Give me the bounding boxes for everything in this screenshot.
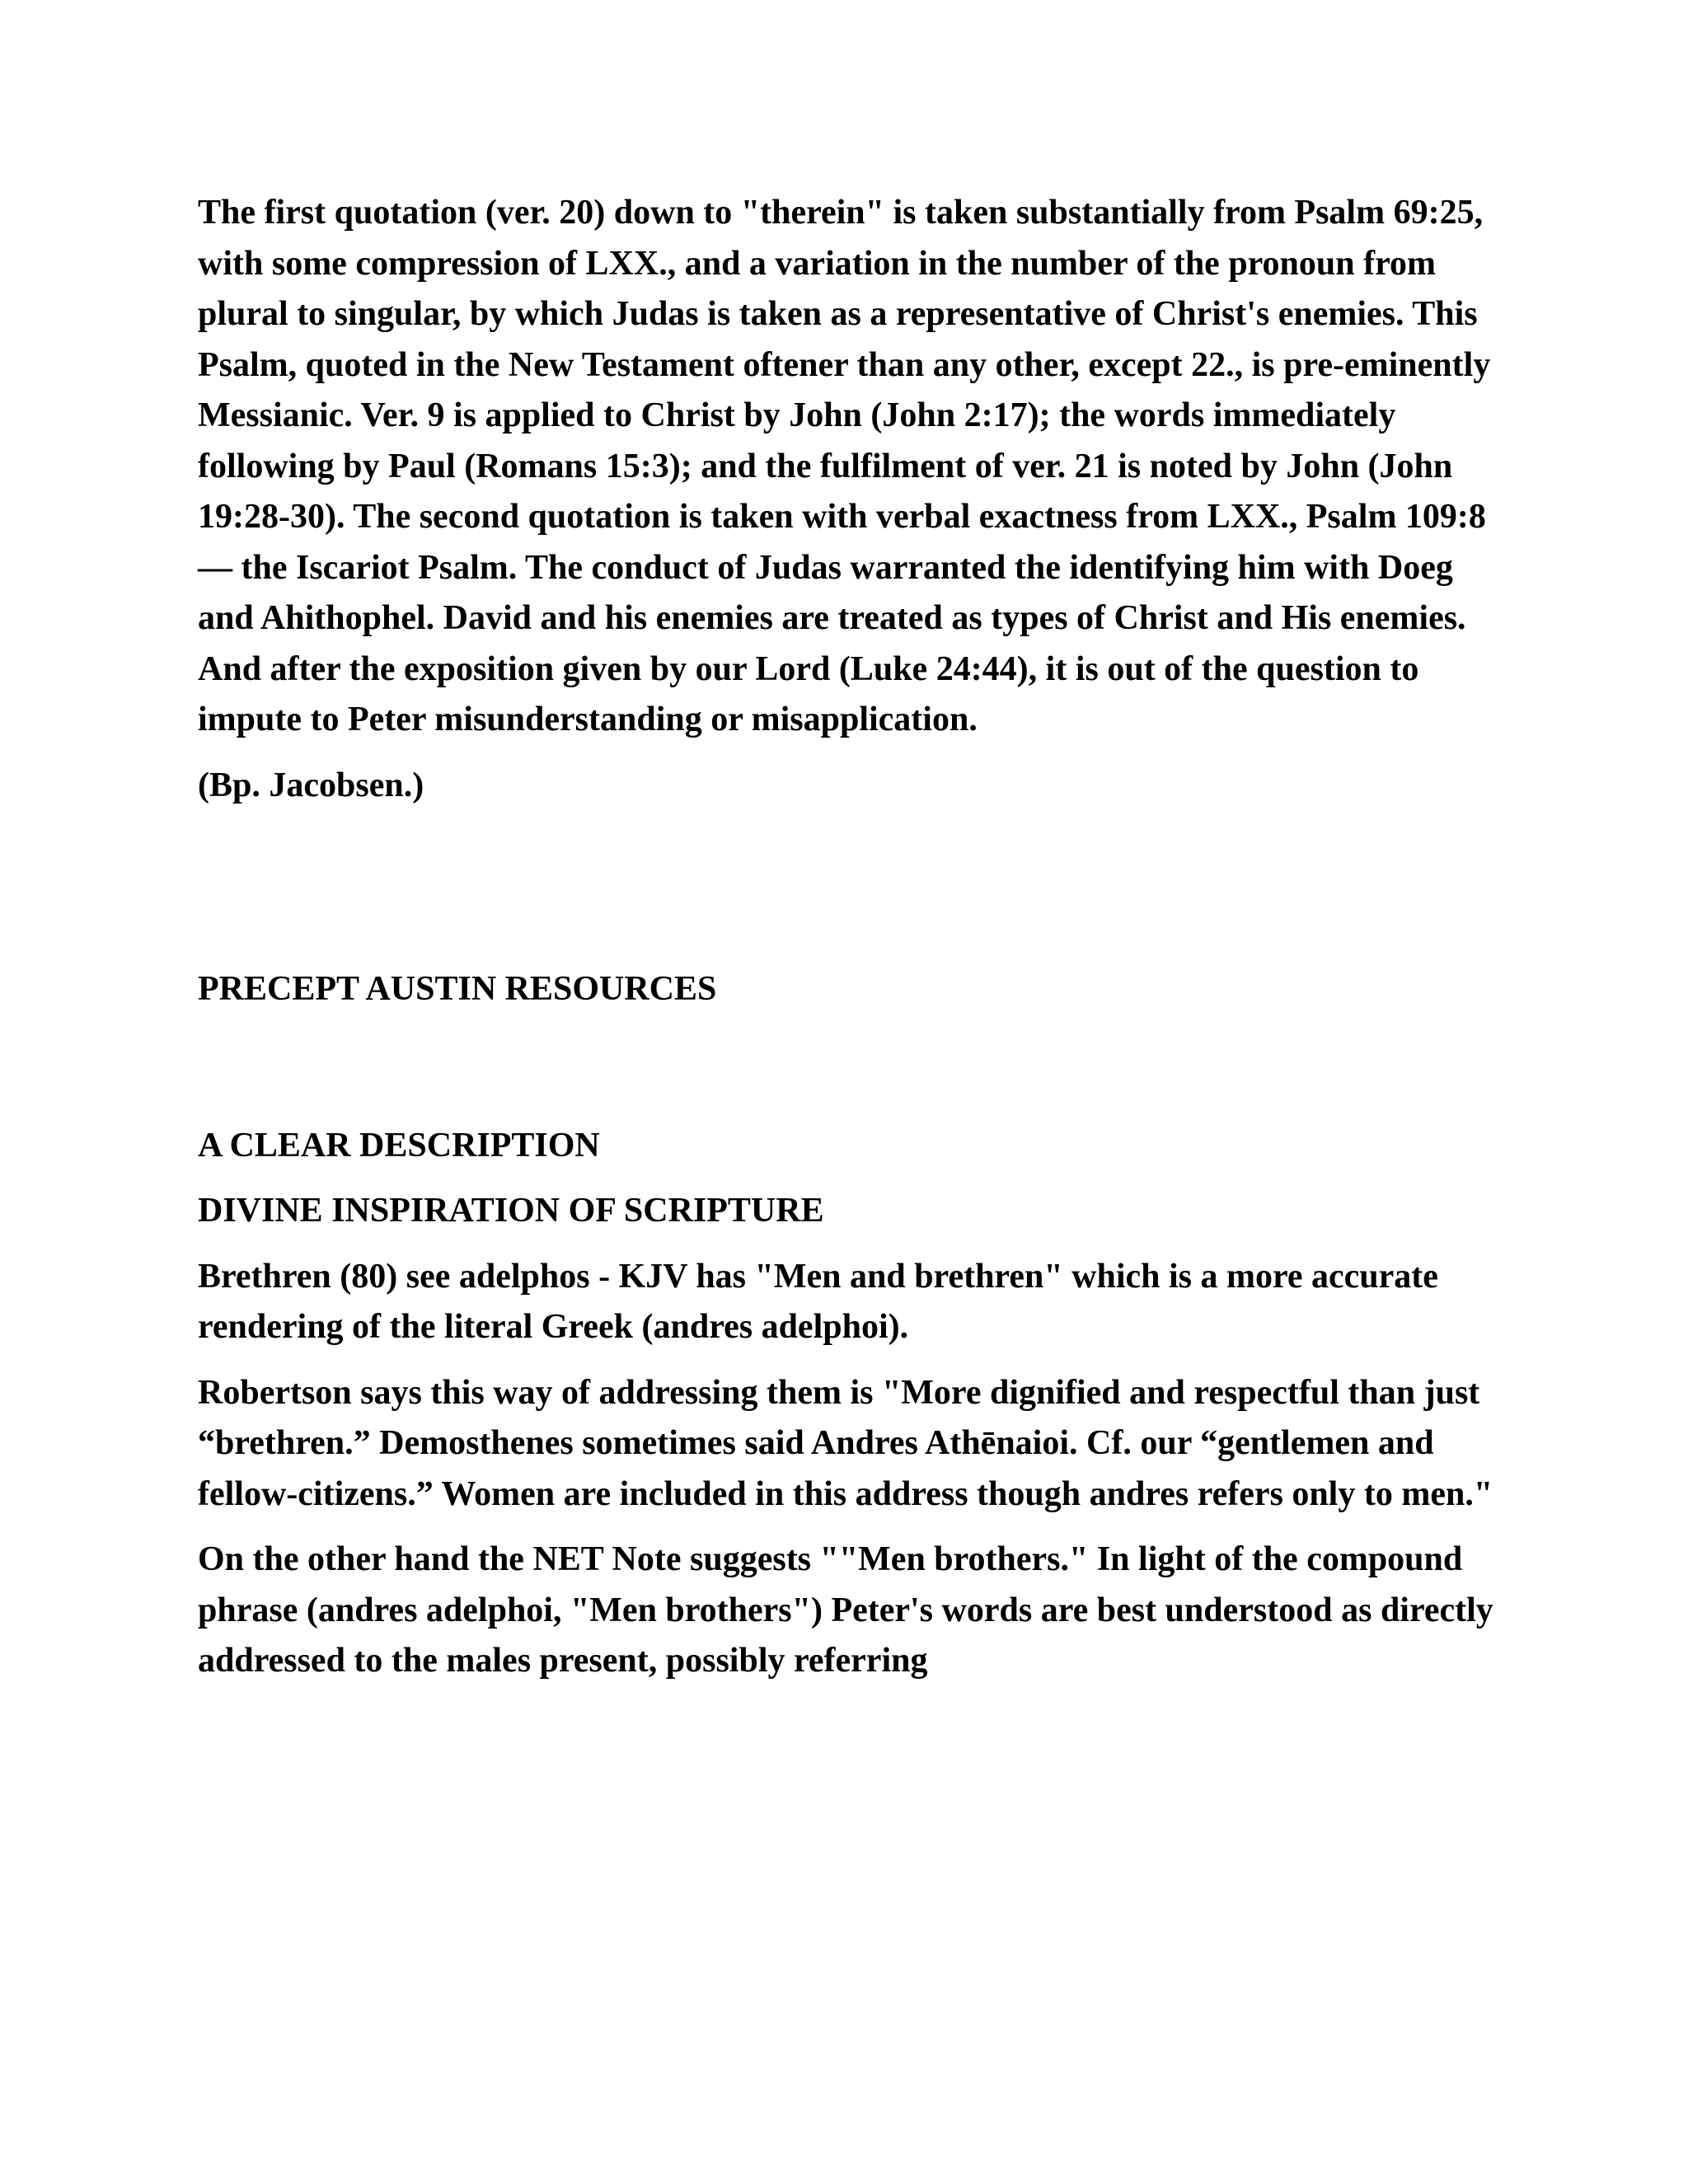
document-page bbox=[198, 188, 1508, 1687]
net-note-paragraph: On the other hand the NET Note suggests ""Men brothers." In light of the compound phrase (andres adelphoi, "Men brothers") Peter's words are best understood as directly addressed to the males present, possibly referring bbox=[198, 1540, 1493, 1680]
quotation-paragraph: The first quotation (ver. 20) down to "therein" is taken substantially from Psalm 69:25, with some compression of LXX., and a variation in the number of the pronoun from plural to singular, by which Judas is taken as a representative of Christ's enemies. This Psalm, quoted in the New Testament oftener than any other, except 22., is pre-eminently Messianic. Ver. 9 is applied to Christ by John (John 2:17); the words immediately following by Paul (Romans 15:3); and the fulfilment of ver. 21 is noted by John (John 19:28-30). The second quotation is taken with verbal exactness from LXX., Psalm 109:8 — the Iscariot Psalm. The conduct of Judas warranted the identifying him with Doeg and Ahithophel. David and his enemies are treated as types of Christ and His enemies. And after the exposition given by our Lord (Luke 24:44), it is out of the question to impute to Peter misunderstanding or misapplication. bbox=[198, 194, 1491, 738]
attribution-line: (Bp. Jacobsen.) bbox=[198, 766, 424, 804]
clear-description-heading: A CLEAR DESCRIPTION bbox=[198, 1126, 600, 1165]
robertson-paragraph: Robertson says this way of addressing them is "More dignified and respectful than just “brethren.” Demosthenes sometimes said Andres Athēnaioi. Cf. our “gentlemen and fellow-citizens.” Women are included in this address though andres refers only to men." bbox=[198, 1373, 1493, 1513]
brethren-paragraph: Brethren (80) see adelphos - KJV has "Men and brethren" which is a more accurate rendering of the literal Greek (andres adelphoi). bbox=[198, 1257, 1438, 1346]
resources-heading: PRECEPT AUSTIN RESOURCES bbox=[198, 970, 717, 1008]
divine-inspiration-heading: DIVINE INSPIRATION OF SCRIPTURE bbox=[198, 1192, 824, 1230]
